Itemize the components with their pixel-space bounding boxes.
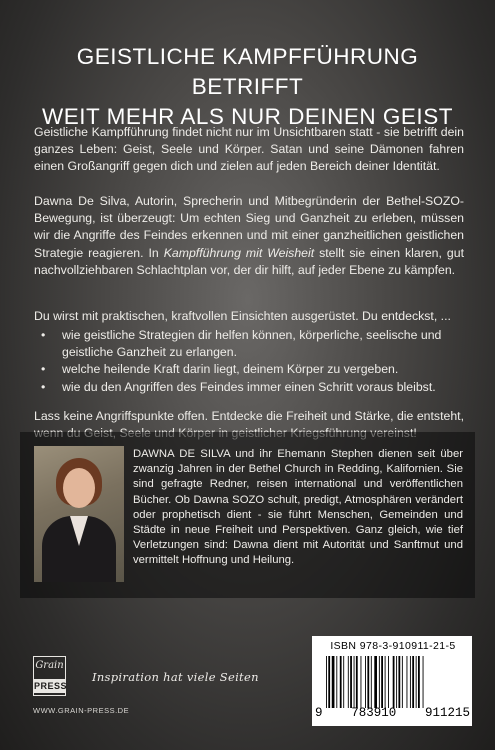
isbn-digit-group: 9 bbox=[315, 706, 323, 720]
barcode-bar bbox=[410, 656, 411, 708]
barcode-bar bbox=[388, 656, 389, 708]
barcode-bar bbox=[340, 656, 342, 708]
barcode-bar bbox=[350, 656, 352, 708]
barcode-bar bbox=[407, 656, 408, 708]
barcode-bar bbox=[416, 656, 417, 708]
barcode-bar bbox=[423, 656, 424, 708]
intro-paragraph: Geistliche Kampfführung findet nicht nur im Unsichtbaren statt - sie betrifft dein ganzes Leben: Geist, Seele und Körper. Satan und seine Dämonen fahren einen Großangriff gegen dich und zielen auf jeden Bereich deiner Identität. bbox=[34, 125, 464, 174]
barcode-bar bbox=[332, 656, 335, 708]
barcode-bar bbox=[348, 656, 349, 708]
barcode-bar bbox=[418, 656, 420, 708]
claim-text-before: Dawna De Silva, Autorin, Sprecherin und Mitbegründerin der Bethel-SOZO-Bewegung, ist überzeugt: Um echten Sieg und Ganzheit zu erleben, müssen wir die Angriffe des Feindes erkennen und mit einer ganzheitlichen geistlichen Strategie reagieren. In bbox=[34, 194, 464, 260]
barcode-bar bbox=[385, 656, 386, 708]
barcode-bar bbox=[402, 656, 403, 708]
barcode-bar bbox=[393, 656, 395, 708]
author-bio-text: DAWNA DE SILVA und ihr Ehemann Stephen dienen seit über zwanzig Jahren in der Bethel Church in Redding, Kalifornien. Sie sind gefragte Redner, reisen international und veröffentlichen Bücher. Ob Dawna SOZO schult, predigt, Atmosphären verändert oder prophetisch dient - sie führt Menschen, Gemeinden und Städte in neue Freiheit und Perspektiven. Ganz gleich, wie tief Verletzungen sind: Dawna dient mit Autorität und Sanftmut und vermittelt Hoffnung und Heilung. bbox=[133, 448, 463, 567]
headline-line-2: WEIT MEHR ALS NUR DEINEN GEIST bbox=[42, 104, 453, 129]
isbn-label: ISBN 978-3-910911-21-5 bbox=[330, 640, 456, 652]
isbn-digits bbox=[315, 706, 470, 720]
isbn-barcode-box bbox=[312, 636, 472, 726]
barcode-bar bbox=[328, 656, 330, 708]
publisher-tagline: Inspiration hat viele Seiten bbox=[92, 670, 259, 684]
publisher-url: WWW.GRAIN-PRESS.DE bbox=[33, 706, 130, 715]
author-photo bbox=[34, 446, 124, 582]
benefit-list-item: • welche heilende Kraft darin liegt, deinem Körper zu vergeben. bbox=[34, 361, 464, 378]
isbn-digit-group: 783910 bbox=[351, 706, 397, 720]
barcode-bar bbox=[354, 656, 355, 708]
benefit-list bbox=[34, 327, 464, 396]
logo-press-text: PRESS bbox=[34, 681, 68, 691]
closing-paragraph: Lass keine Angriffspunkte offen. Entdecke die Freiheit und Stärke, die entsteht, bbox=[34, 409, 464, 423]
barcode-bar bbox=[379, 656, 380, 708]
isbn-digit-group: 911215 bbox=[424, 706, 470, 720]
barcode-icon bbox=[326, 656, 462, 708]
equipped-paragraph: Du wirst mit praktischen, kraftvollen Einsichten ausgerüstet. Du entdeckst, ... bbox=[34, 309, 451, 323]
barcode-bar bbox=[336, 656, 337, 708]
barcode-bar bbox=[361, 656, 362, 708]
barcode-bar bbox=[343, 656, 344, 708]
barcode-bar bbox=[412, 656, 414, 708]
barcode-bar bbox=[398, 656, 400, 708]
benefit-list-item: • wie geistliche Strategien dir helfen können, körperliche, seelische und geistliche Ganzheit zu erlangen. bbox=[34, 327, 464, 361]
barcode-bar bbox=[356, 656, 358, 708]
benefit-list-item: • wie du den Angriffen des Feindes immer einen Schritt voraus bleibst. bbox=[34, 379, 464, 396]
barcode-bar bbox=[396, 656, 397, 708]
claim-text-after: stellt sie einen klaren, gut nachvollziehbaren Schlachtplan vor, der dir hilft, auf jeder Ebene zu kämpfen. bbox=[34, 245, 464, 277]
author-claim-paragraph bbox=[34, 193, 464, 279]
barcode-bar bbox=[381, 656, 383, 708]
headline-line-1: GEISTLICHE KAMPFFÜHRUNG BETRIFFT bbox=[76, 44, 419, 99]
barcode-bar bbox=[365, 656, 366, 708]
grain-press-logo bbox=[33, 656, 66, 696]
barcode-bar bbox=[326, 656, 327, 708]
book-title: Kampfführung mit Weisheit bbox=[163, 245, 315, 260]
barcode-bar bbox=[371, 656, 372, 708]
barcode-bar bbox=[374, 656, 377, 708]
barcode-bar bbox=[367, 656, 369, 708]
logo-grain-text: Grain bbox=[35, 660, 64, 671]
back-cover-headline bbox=[20, 42, 475, 132]
